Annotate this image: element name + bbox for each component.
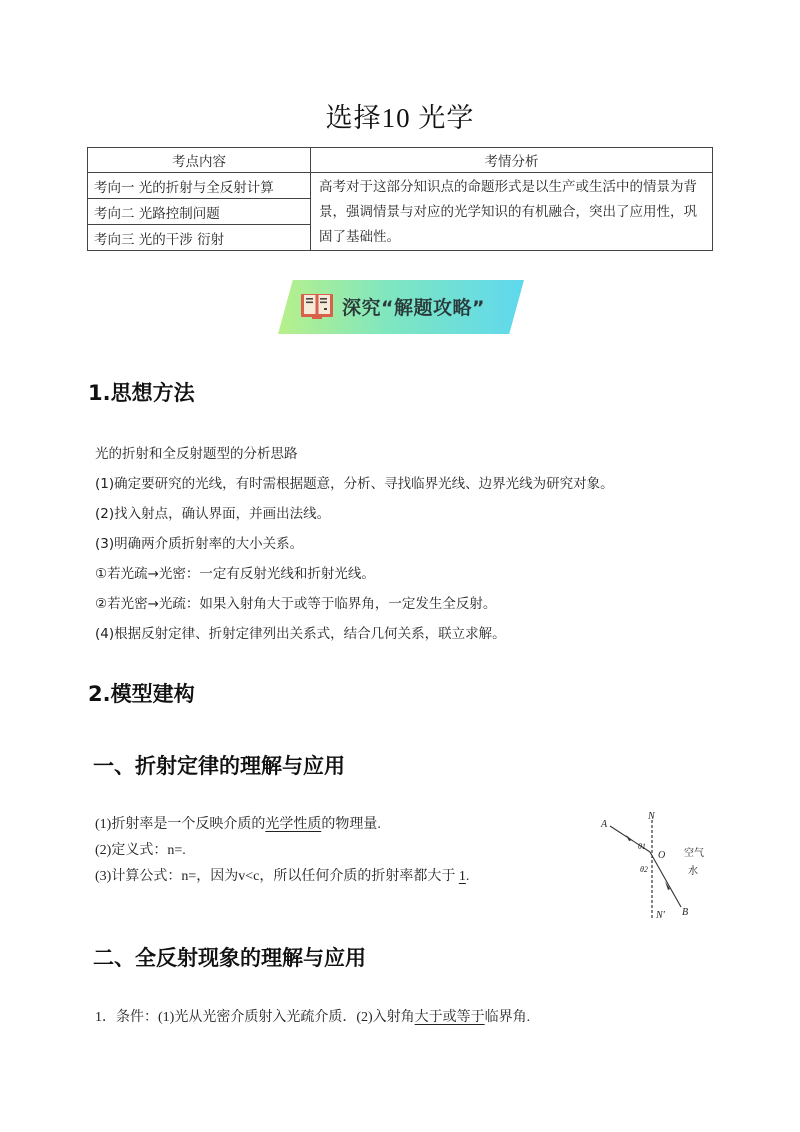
page-title: 选择10 光学 <box>325 103 475 133</box>
part-heading-total-reflection: 二、全反射现象的理解与应用 <box>93 946 366 970</box>
header-topic-content: 考点内容 <box>88 148 311 173</box>
diagram-label-b: B <box>682 907 689 918</box>
refraction-line-2: (2)定义式：n=. <box>95 843 186 858</box>
section-heading-methods: 1.思想方法 <box>88 381 195 405</box>
diagram-label-air: 空气 <box>684 848 704 859</box>
refraction-diagram <box>596 812 726 922</box>
methods-item: ②若光密→光疏：如果入射角大于或等于临界角，一定发生全反射。 <box>95 596 497 612</box>
header-exam-analysis: 考情分析 <box>311 148 713 173</box>
methods-item: (4)根据反射定律、折射定律列出关系式，结合几何关系，联立求解。 <box>95 626 506 642</box>
text: 的物理量. <box>321 817 381 832</box>
diagram-label-theta2: θ2 <box>640 865 648 874</box>
diagram-label-n-prime: N′ <box>656 910 665 921</box>
analysis-cell: 高考对于这部分知识点的命题形式是以生产或生活中的情景为背景，强调情景与对应的光学知识的有机融合，突出了应用性，巩固了基础性。 <box>311 173 713 251</box>
methods-item: ①若光疏→光密：一定有反射光线和折射光线。 <box>95 566 375 582</box>
underlined-term: 1 <box>458 869 466 884</box>
text: (3)计算公式：n=，因为v<c，所以任何介质的折射率都大于 <box>95 869 459 884</box>
methods-item: (1)确定要研究的光线，有时需根据题意，分析、寻找临界光线、边界光线为研究对象。 <box>95 476 614 492</box>
part-heading-refraction: 一、折射定律的理解与应用 <box>93 754 345 778</box>
topic-cell: 考向三 光的干涉 衍射 <box>88 225 311 251</box>
refraction-line-3 <box>95 865 469 885</box>
text: 1．条件：(1)光从光密介质射入光疏介质．(2)入射角 <box>95 1010 415 1025</box>
open-book-icon <box>300 292 334 320</box>
methods-item: (3)明确两介质折射率的大小关系。 <box>95 536 304 552</box>
text: (1)折射率是一个反映介质的 <box>95 817 266 832</box>
underlined-term: 光学性质 <box>265 817 322 832</box>
banner-label: 深究“解题攻略” <box>342 297 485 319</box>
diagram-label-a: A <box>601 819 608 830</box>
total-reflection-condition <box>95 1006 530 1026</box>
refraction-line-1 <box>95 813 381 833</box>
topic-cell: 考向一 光的折射与全反射计算 <box>88 173 311 199</box>
methods-item: (2)找入射点，确认界面，并画出法线。 <box>95 506 331 522</box>
methods-intro: 光的折射和全反射题型的分析思路 <box>95 446 298 462</box>
diagram-label-water: 水 <box>688 866 698 877</box>
topic-cell: 考向二 光路控制问题 <box>88 199 311 225</box>
text: . <box>465 869 470 884</box>
diagram-label-o: O <box>658 850 666 861</box>
diagram-label-theta1: θ1 <box>638 842 646 851</box>
table-header-row <box>88 148 713 173</box>
section-heading-model: 2.模型建构 <box>88 682 195 706</box>
topics-table <box>87 147 713 251</box>
strategy-banner <box>278 280 524 334</box>
diagram-label-n: N <box>648 812 655 822</box>
text: 临界角. <box>484 1010 531 1025</box>
table-row <box>88 173 713 199</box>
underlined-term: 大于或等于 <box>414 1010 485 1025</box>
